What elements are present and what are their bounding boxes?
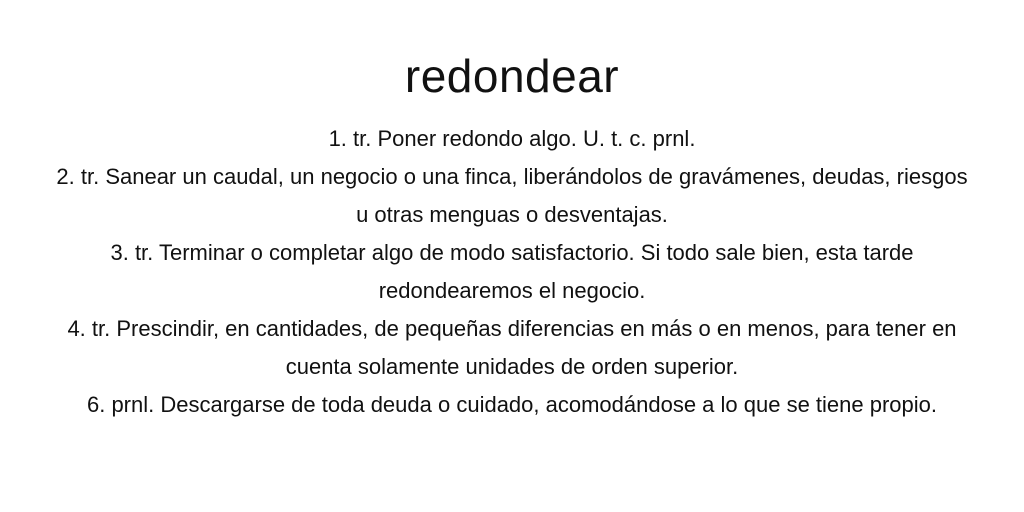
- definition-item: 2. tr. Sanear un caudal, un negocio o una finca, liberándolos de gravámenes, deudas, riesgos u otras menguas o desventajas.: [56, 164, 968, 227]
- definition-list: [52, 120, 972, 424]
- definition-item: 6. prnl. Descargarse de toda deuda o cuidado, acomodándose a lo que se tiene propio.: [86, 392, 938, 417]
- definition-item: 1. tr. Poner redondo algo. U. t. c. prnl.: [328, 126, 696, 151]
- definition-item: 4. tr. Prescindir, en cantidades, de pequeñas diferencias en más o en menos, para tener en cuenta solamente unidades de orden superior.: [67, 316, 957, 379]
- definition-item: 3. tr. Terminar o completar algo de modo satisfactorio. Si todo sale bien, esta tarde redondearemos el negocio.: [110, 240, 914, 303]
- headword: redondear: [404, 50, 620, 102]
